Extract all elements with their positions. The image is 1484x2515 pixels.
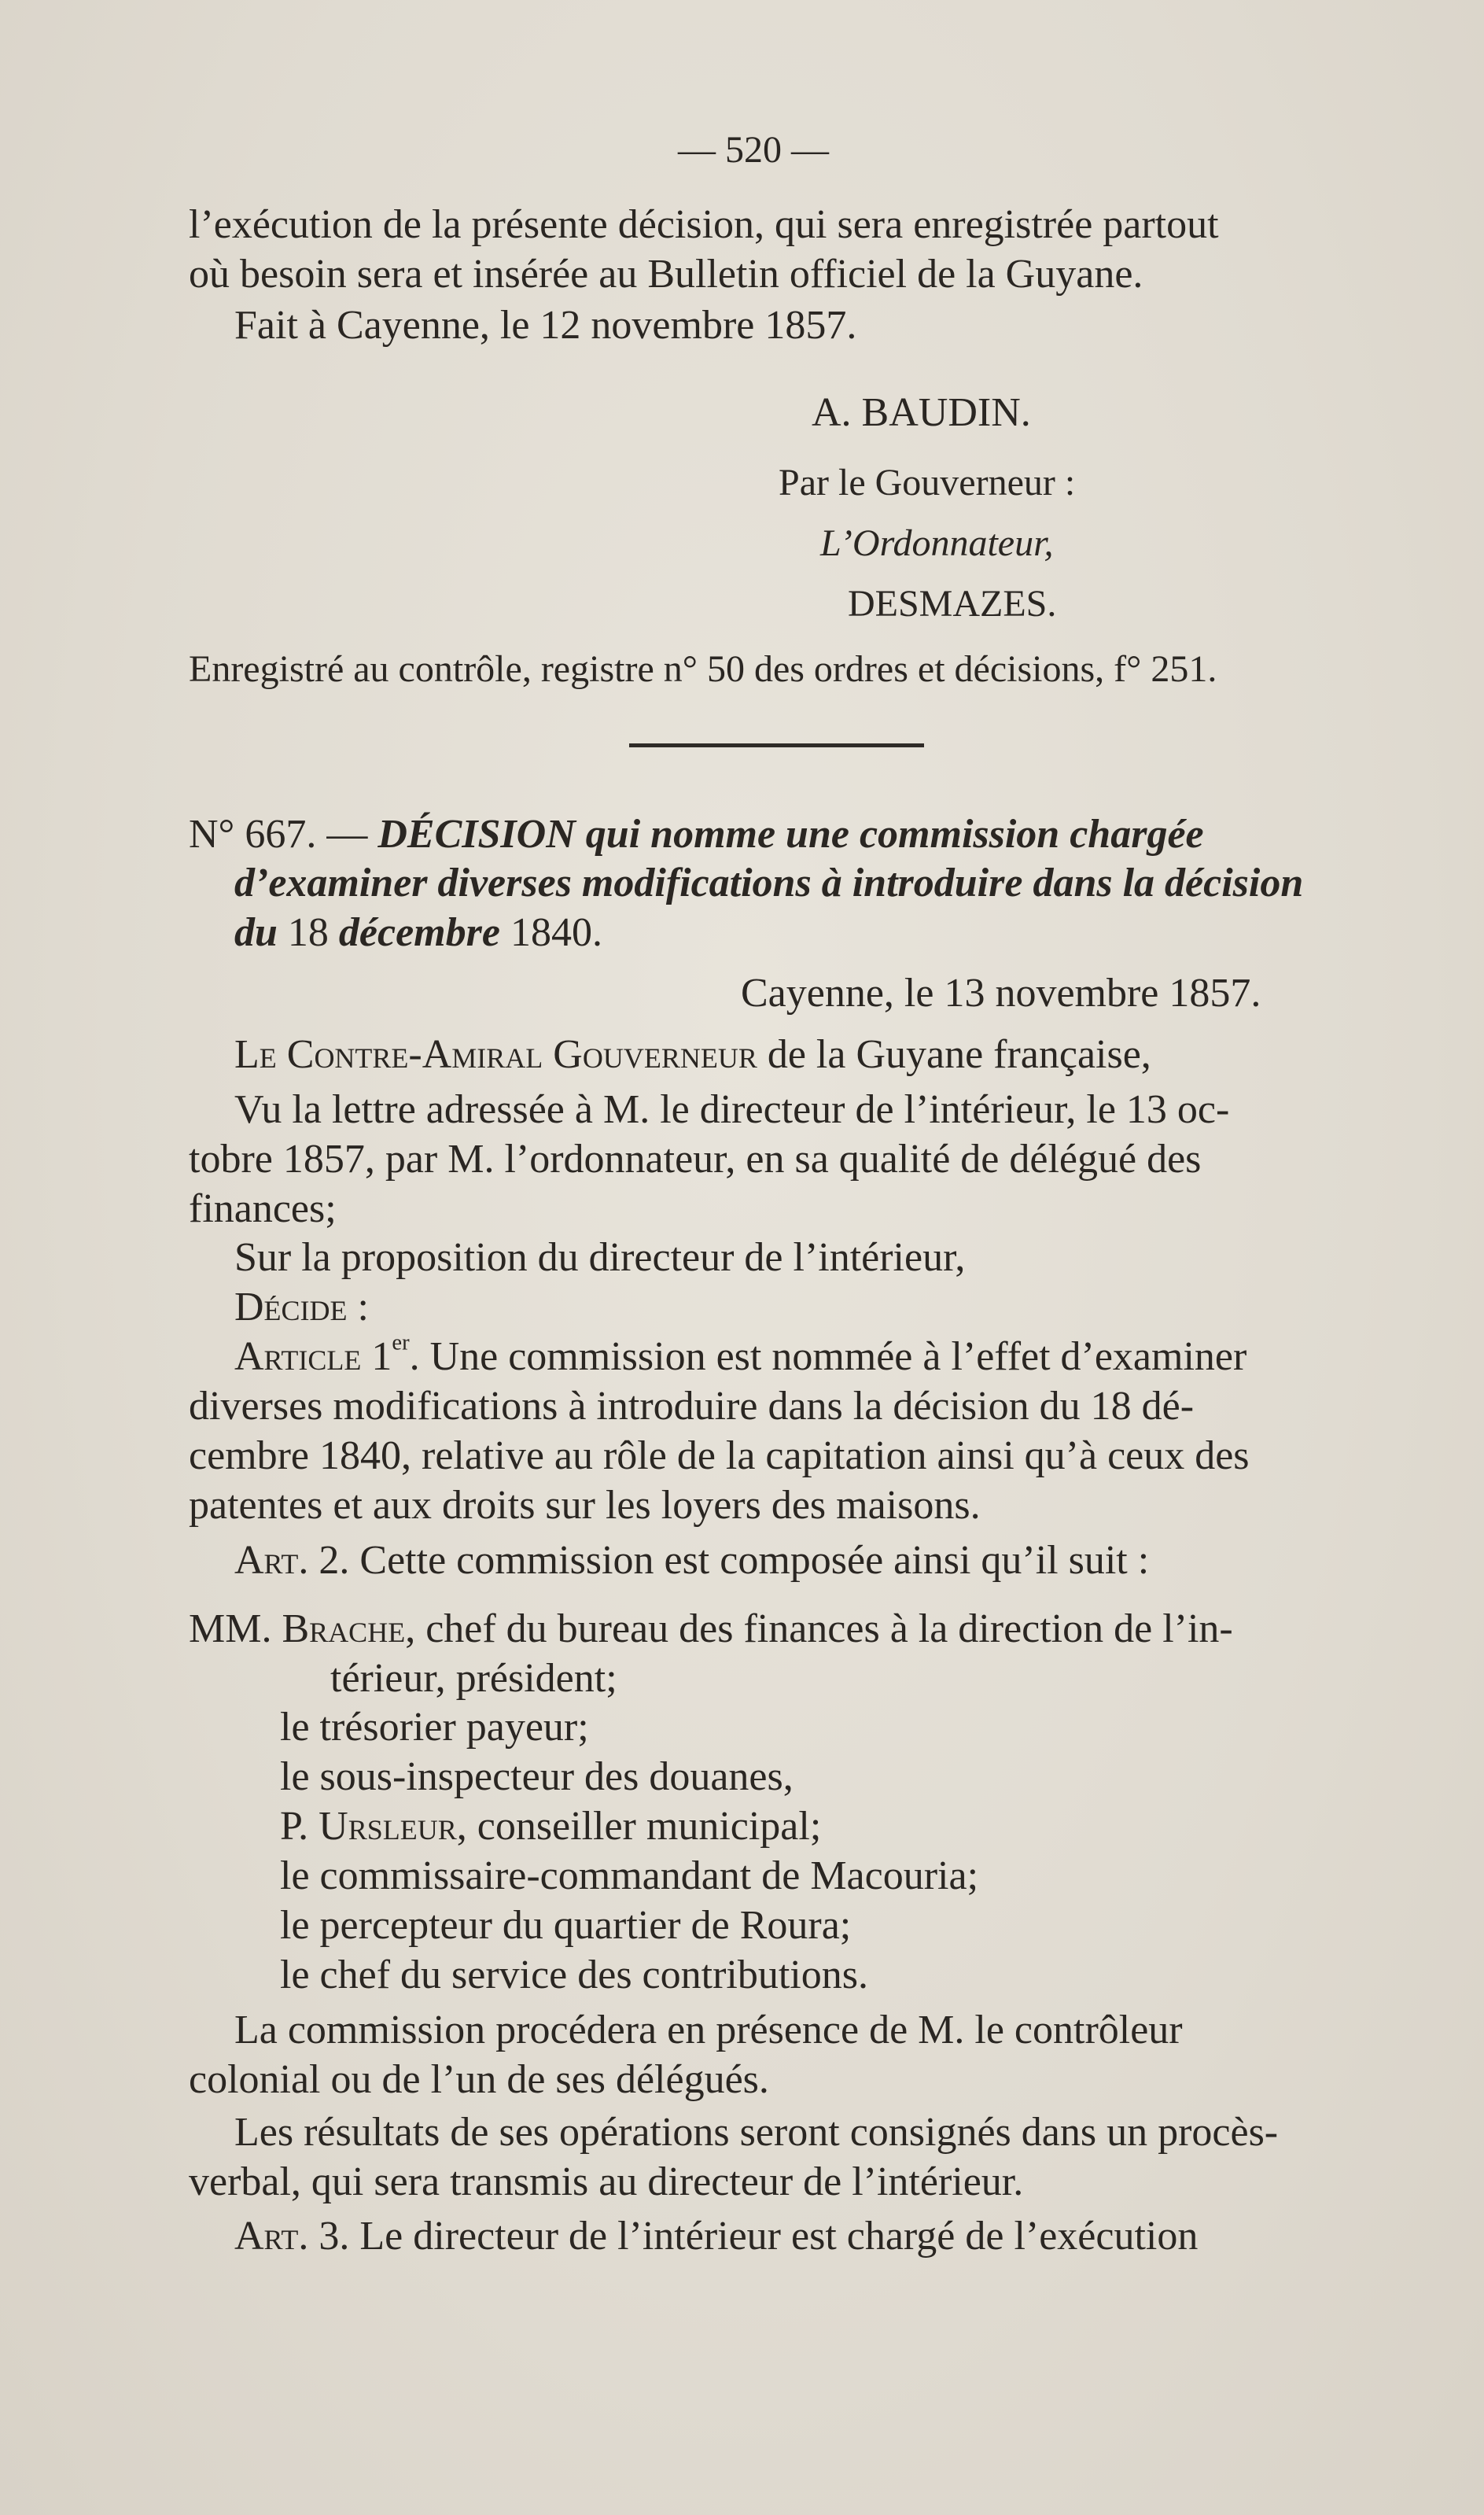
governor-line [234, 1031, 1151, 1079]
page-number: — 520 — [678, 129, 829, 171]
text-line: tobre 1857, par M. l’ordonnateur, en sa qualité de délégué des [189, 1137, 1202, 1182]
governor-title: Le Contre-Amiral Gouverneur [234, 1032, 757, 1077]
article-text: . Une commission est nommée à l’effet d’examiner [409, 1334, 1247, 1379]
decision-title-line: d’examiner diverses modifications à introduire dans la décision [234, 861, 1304, 905]
decision-heading [189, 810, 1204, 859]
text-line: Sur la proposition du directeur de l’intérieur, [234, 1235, 966, 1280]
member-item: le commissaire-commandant de Macouria; [280, 1853, 979, 1898]
member-role: , conseiller municipal; [456, 1804, 822, 1849]
member-item [280, 1802, 821, 1851]
mm-label: MM. [189, 1606, 272, 1651]
registration-note: Enregistré au contrôle, registre n° 50 des ordres et décisions, f° 251. [189, 648, 1217, 690]
member-item: le sous-inspecteur des douanes, [280, 1754, 794, 1799]
article-sup: er [392, 1330, 410, 1355]
article-label: Art. [234, 1538, 309, 1583]
text-line: patentes et aux droits sur les loyers des maisons. [189, 1483, 981, 1528]
text-line: finances; [189, 1186, 337, 1231]
text-line: Les résultats de ses opérations seront consignés dans un procès- [234, 2110, 1279, 2155]
signature-name: A. BAUDIN. [812, 390, 1031, 435]
place-date: Cayenne, le 13 novembre 1857. [741, 971, 1261, 1016]
section-divider [629, 743, 924, 747]
text-line: cembre 1840, relative au rôle de la capitation ainsi qu’à ceux des [189, 1433, 1250, 1478]
member-name: Ursleur [319, 1804, 457, 1849]
text-line: Fait à Cayenne, le 12 novembre 1857. [234, 303, 857, 348]
article-2 [234, 1536, 1149, 1585]
member-item: le percepteur du quartier de Roura; [280, 1903, 852, 1948]
article-label: Art. [234, 2214, 309, 2259]
text-line: La commission procédera en présence de M. le contrôleur [234, 2008, 1183, 2052]
member-name: Brache [282, 1606, 406, 1651]
member-item: le trésorier payeur; [280, 1705, 589, 1750]
text-line: térieur, président; [330, 1656, 617, 1701]
article-3 [234, 2212, 1198, 2261]
text-line: l’exécution de la présente décision, qui sera enregistrée partout [189, 202, 1219, 247]
member-president [189, 1605, 1233, 1654]
decide-label: Décide : [234, 1285, 369, 1329]
decision-title-line [234, 909, 602, 957]
title-word: 1840. [510, 910, 602, 955]
member-initial: P. [280, 1804, 309, 1849]
article-label: Article 1 [234, 1334, 392, 1379]
text-line: où besoin sera et insérée au Bulletin officiel de la Guyane. [189, 252, 1143, 297]
text-line: diverses modifications à introduire dans la décision du 18 dé- [189, 1384, 1195, 1429]
article-text: 3. Le directeur de l’intérieur est chargé de l’exécution [319, 2214, 1199, 2259]
member-item: le chef du service des contributions. [280, 1953, 868, 1997]
title-word: décembre [338, 910, 500, 955]
decision-title-head: DÉCISION [377, 812, 576, 857]
article-1 [234, 1330, 1247, 1381]
decision-number: N° 667. — [189, 812, 368, 857]
article-text: 2. Cette commission est composée ainsi qu’il suit : [319, 1538, 1150, 1583]
governor-rest: de la Guyane française, [767, 1032, 1151, 1077]
text-line: verbal, qui sera transmis au directeur de l’intérieur. [189, 2159, 1024, 2204]
signature-ordonnateur-name: DESMAZES. [848, 583, 1057, 625]
member-role: , chef du bureau des finances à la direction de l’in- [405, 1606, 1233, 1651]
text-line: Vu la lettre adressée à M. le directeur de l’intérieur, le 13 oc- [234, 1087, 1230, 1132]
signature-par: Par le Gouverneur : [779, 462, 1076, 503]
decision-title-rest: qui nomme une commission chargée [585, 812, 1204, 857]
title-word: 18 [287, 910, 329, 955]
text-line: colonial ou de l’un de ses délégués. [189, 2057, 769, 2102]
signature-title: L’Ordonnateur, [820, 522, 1054, 564]
title-word: du [234, 910, 278, 955]
